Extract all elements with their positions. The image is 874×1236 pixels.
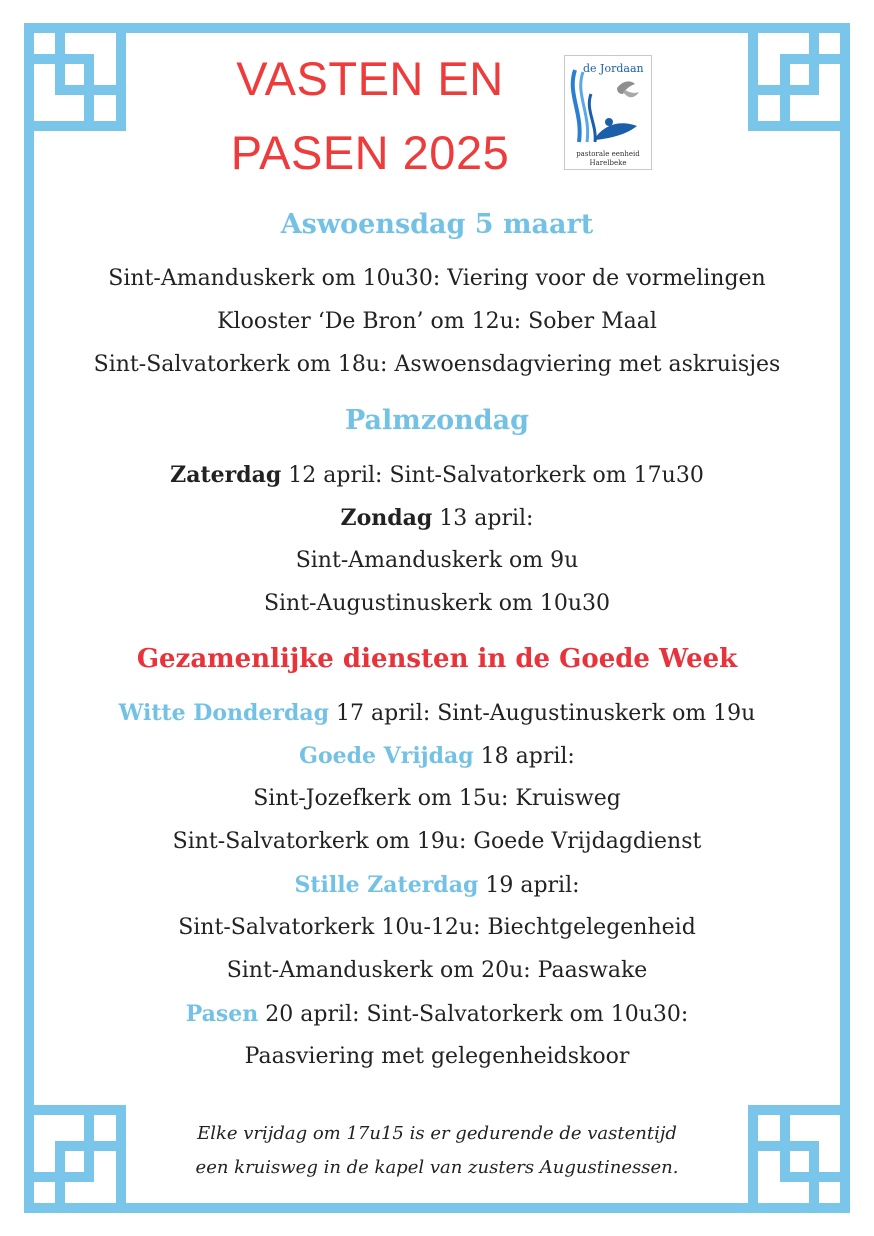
witte-donderdag-label: Witte Donderdag bbox=[118, 700, 330, 726]
palmzondag-zondag-line bbox=[70, 503, 804, 534]
dove-water-icon bbox=[565, 64, 651, 144]
poster-title-line-2: PASEN 2025 bbox=[230, 126, 510, 179]
aswoensdag-line-3: Sint-Salvatorkerk om 18u: Aswoensdagviering met askruisjes bbox=[93, 352, 781, 377]
poster-title-line-1: VASTEN EN bbox=[236, 52, 504, 105]
aswoensdag-line-1: Sint-Amanduskerk om 10u30: Viering voor de vormelingen bbox=[108, 266, 766, 291]
de-jordaan-logo bbox=[564, 55, 652, 170]
goede-vrijdag-line-2: Sint-Salvatorkerk om 19u: Goede Vrijdagdienst bbox=[172, 829, 702, 854]
logo-subtitle-2: Harelbeke bbox=[589, 159, 627, 167]
witte-donderdag-line bbox=[70, 698, 804, 729]
pasen-label: Pasen bbox=[185, 1001, 259, 1027]
stille-zaterdag-line-2: Sint-Amanduskerk om 20u: Paaswake bbox=[226, 958, 648, 983]
zondag-text: 13 april: bbox=[432, 506, 534, 531]
stille-zaterdag-line-1: Sint-Salvatorkerk 10u-12u: Biechtgelegenheid bbox=[178, 915, 696, 940]
goede-vrijdag-line-1: Sint-Jozefkerk om 15u: Kruisweg bbox=[253, 786, 621, 811]
zaterdag-text: 12 april: Sint-Salvatorkerk om 17u30 bbox=[281, 463, 704, 488]
logo-name: de Jordaan bbox=[583, 62, 644, 75]
goede-week-heading: Gezamenlijke diensten in de Goede Week bbox=[136, 644, 738, 674]
palmzondag-zaterdag-line bbox=[70, 460, 804, 491]
witte-donderdag-text: 17 april: Sint-Augustinuskerk om 19u bbox=[329, 701, 756, 726]
aswoensdag-heading: Aswoensdag 5 maart bbox=[280, 209, 594, 240]
pasen-line-2: Paasviering met gelegenheidskoor bbox=[244, 1044, 630, 1069]
goede-vrijdag-text: 18 april: bbox=[473, 744, 575, 769]
goede-vrijdag-line bbox=[70, 741, 804, 772]
footer-note-line-1: Elke vrijdag om 17u15 is er gedurende de vastentijd bbox=[197, 1123, 677, 1144]
footer-note-line-2: een kruisweg in de kapel van zusters Augustinessen. bbox=[195, 1157, 679, 1178]
stille-zaterdag-label: Stille Zaterdag bbox=[294, 872, 479, 898]
pasen-line bbox=[70, 999, 804, 1030]
palmzondag-line-amandus: Sint-Amanduskerk om 9u bbox=[295, 548, 579, 573]
stille-zaterdag-line bbox=[70, 870, 804, 901]
zondag-label: Zondag bbox=[340, 505, 433, 531]
logo-subtitle-1: pastorale eenheid bbox=[576, 150, 640, 158]
palmzondag-line-augustinus: Sint-Augustinuskerk om 10u30 bbox=[263, 591, 611, 616]
pasen-text: 20 april: Sint-Salvatorkerk om 10u30: bbox=[258, 1002, 689, 1027]
zaterdag-label: Zaterdag bbox=[170, 462, 282, 488]
palmzondag-heading: Palmzondag bbox=[344, 405, 530, 436]
aswoensdag-line-2: Klooster ‘De Bron’ om 12u: Sober Maal bbox=[217, 309, 657, 334]
goede-vrijdag-label: Goede Vrijdag bbox=[299, 743, 474, 769]
stille-zaterdag-text: 19 april: bbox=[478, 873, 580, 898]
